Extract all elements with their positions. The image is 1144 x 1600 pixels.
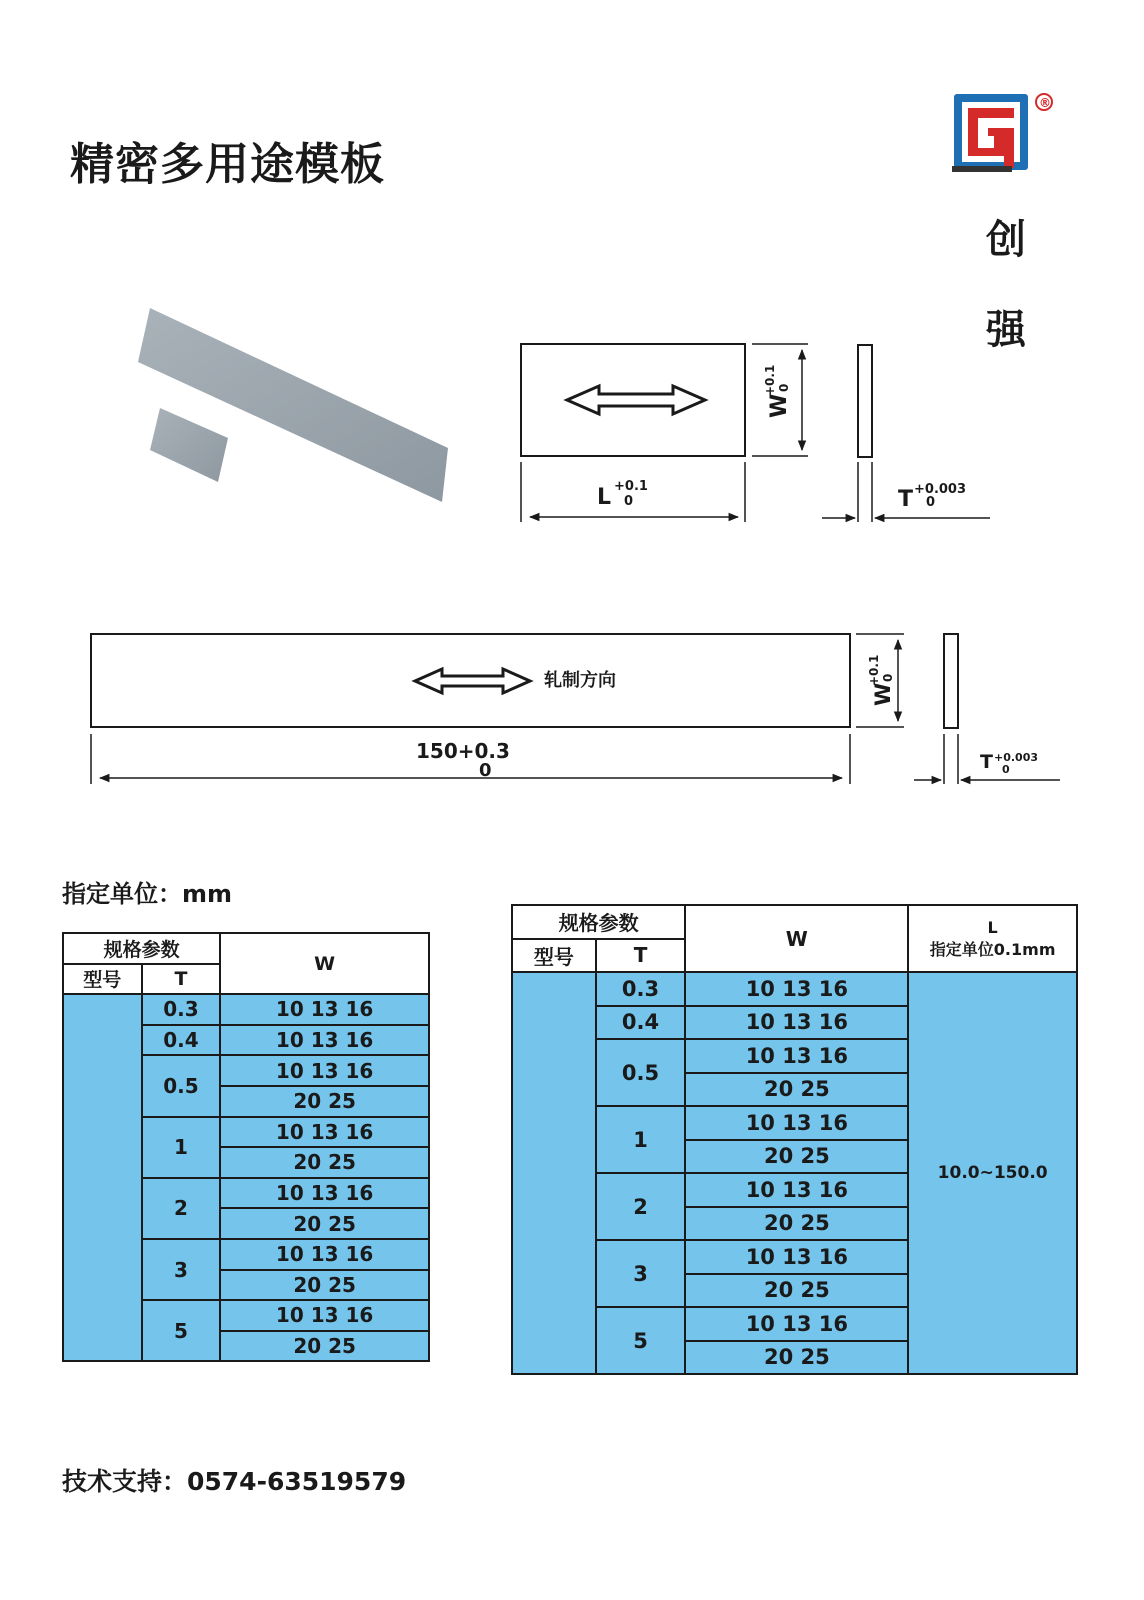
model-cell <box>512 972 596 1374</box>
top-width-label: W <box>767 393 792 418</box>
t-cell: 2 <box>142 1178 221 1239</box>
t-cell: 0.4 <box>596 1006 686 1040</box>
bottom-width-label: W <box>871 682 895 706</box>
header-group: 规格参数 <box>512 905 685 939</box>
dimension-diagram <box>0 290 1144 830</box>
brand-logo <box>948 88 1060 178</box>
header-l-label: L <box>987 917 998 937</box>
top-width-tol-lower: 0 <box>777 383 791 392</box>
top-length-label: L <box>597 485 612 510</box>
brand-char-1: 创 <box>986 217 1026 263</box>
rolling-direction-label: 轧制方向 <box>544 670 616 691</box>
side-outline-bottom <box>944 634 958 728</box>
registered-mark: ® <box>1039 96 1051 110</box>
short-plate <box>150 408 228 482</box>
w-cell: 10 13 16 <box>685 1307 908 1341</box>
t-cell: 1 <box>596 1106 686 1173</box>
w-cell: 20 25 <box>220 1208 429 1239</box>
w-cell: 10 13 16 <box>220 1300 429 1331</box>
l-range-cell: 10.0~150.0 <box>908 972 1077 1374</box>
w-cell: 10 13 16 <box>685 1039 908 1073</box>
t-cell: 2 <box>596 1173 686 1240</box>
header-model: 型号 <box>512 939 596 973</box>
spec-table-right <box>511 904 1078 1375</box>
w-cell: 20 25 <box>685 1140 908 1174</box>
w-cell: 10 13 16 <box>685 1106 908 1140</box>
top-width-tol-upper: +0.1 <box>763 364 777 396</box>
unit-label: 指定单位：mm <box>62 880 233 908</box>
top-thickness-tol-lower: 0 <box>926 495 936 510</box>
w-cell: 20 25 <box>685 1207 908 1241</box>
bottom-width-tol-lower: 0 <box>881 673 895 682</box>
w-cell: 10 13 16 <box>220 1117 429 1148</box>
top-thickness-tol-upper: +0.003 <box>914 482 967 497</box>
w-cell: 20 25 <box>220 1270 429 1301</box>
w-cell: 20 25 <box>220 1331 429 1362</box>
header-l-unit: 指定单位0.1mm <box>929 939 1056 959</box>
t-cell: 0.3 <box>596 972 686 1006</box>
w-cell: 20 25 <box>685 1341 908 1375</box>
t-cell: 0.5 <box>596 1039 686 1106</box>
side-outline-top <box>858 345 872 457</box>
header-t: T <box>142 964 221 995</box>
w-cell: 10 13 16 <box>220 1239 429 1270</box>
bottom-width-tol-upper: +0.1 <box>867 654 881 686</box>
t-cell: 3 <box>142 1239 221 1300</box>
t-cell: 0.4 <box>142 1025 221 1056</box>
support-contact: 技术支持：0574-63519579 <box>62 1467 407 1496</box>
w-cell: 20 25 <box>685 1274 908 1308</box>
top-length-tol-lower: 0 <box>624 494 634 509</box>
w-cell: 10 13 16 <box>685 972 908 1006</box>
w-cell: 20 25 <box>220 1086 429 1117</box>
header-l <box>908 905 1077 972</box>
header-w: W <box>685 905 908 972</box>
bottom-length-tol-lower: 0 <box>479 760 492 781</box>
w-cell: 10 13 16 <box>685 1240 908 1274</box>
t-cell: 0.5 <box>142 1055 221 1116</box>
top-length-tol-upper: +0.1 <box>614 479 648 494</box>
t-cell: 1 <box>142 1117 221 1178</box>
w-cell: 10 13 16 <box>220 1025 429 1056</box>
long-plate <box>138 308 448 502</box>
header-group: 规格参数 <box>63 933 220 964</box>
bottom-thickness-tol-upper: +0.003 <box>994 751 1039 764</box>
header-w: W <box>220 933 429 994</box>
bottom-thickness-label: T <box>980 751 993 773</box>
product-photo <box>138 308 448 502</box>
w-cell: 20 25 <box>220 1147 429 1178</box>
model-cell <box>63 994 142 1361</box>
brand-char-2: 强 <box>986 307 1026 353</box>
t-cell: 3 <box>596 1240 686 1307</box>
w-cell: 10 13 16 <box>220 1178 429 1209</box>
top-thickness-label: T <box>898 487 914 512</box>
w-cell: 10 13 16 <box>220 994 429 1025</box>
header-model: 型号 <box>63 964 142 995</box>
spec-table-left <box>62 932 430 1362</box>
t-cell: 5 <box>596 1307 686 1374</box>
header-t: T <box>596 939 686 973</box>
bottom-length-label: 150+0.3 <box>416 739 510 763</box>
t-cell: 5 <box>142 1300 221 1361</box>
bottom-thickness-tol-lower: 0 <box>1002 763 1010 776</box>
w-cell: 10 13 16 <box>685 1006 908 1040</box>
w-cell: 20 25 <box>685 1073 908 1107</box>
t-cell: 0.3 <box>142 994 221 1025</box>
w-cell: 10 13 16 <box>220 1055 429 1086</box>
w-cell: 10 13 16 <box>685 1173 908 1207</box>
page-title: 精密多用途模板 <box>70 139 385 190</box>
